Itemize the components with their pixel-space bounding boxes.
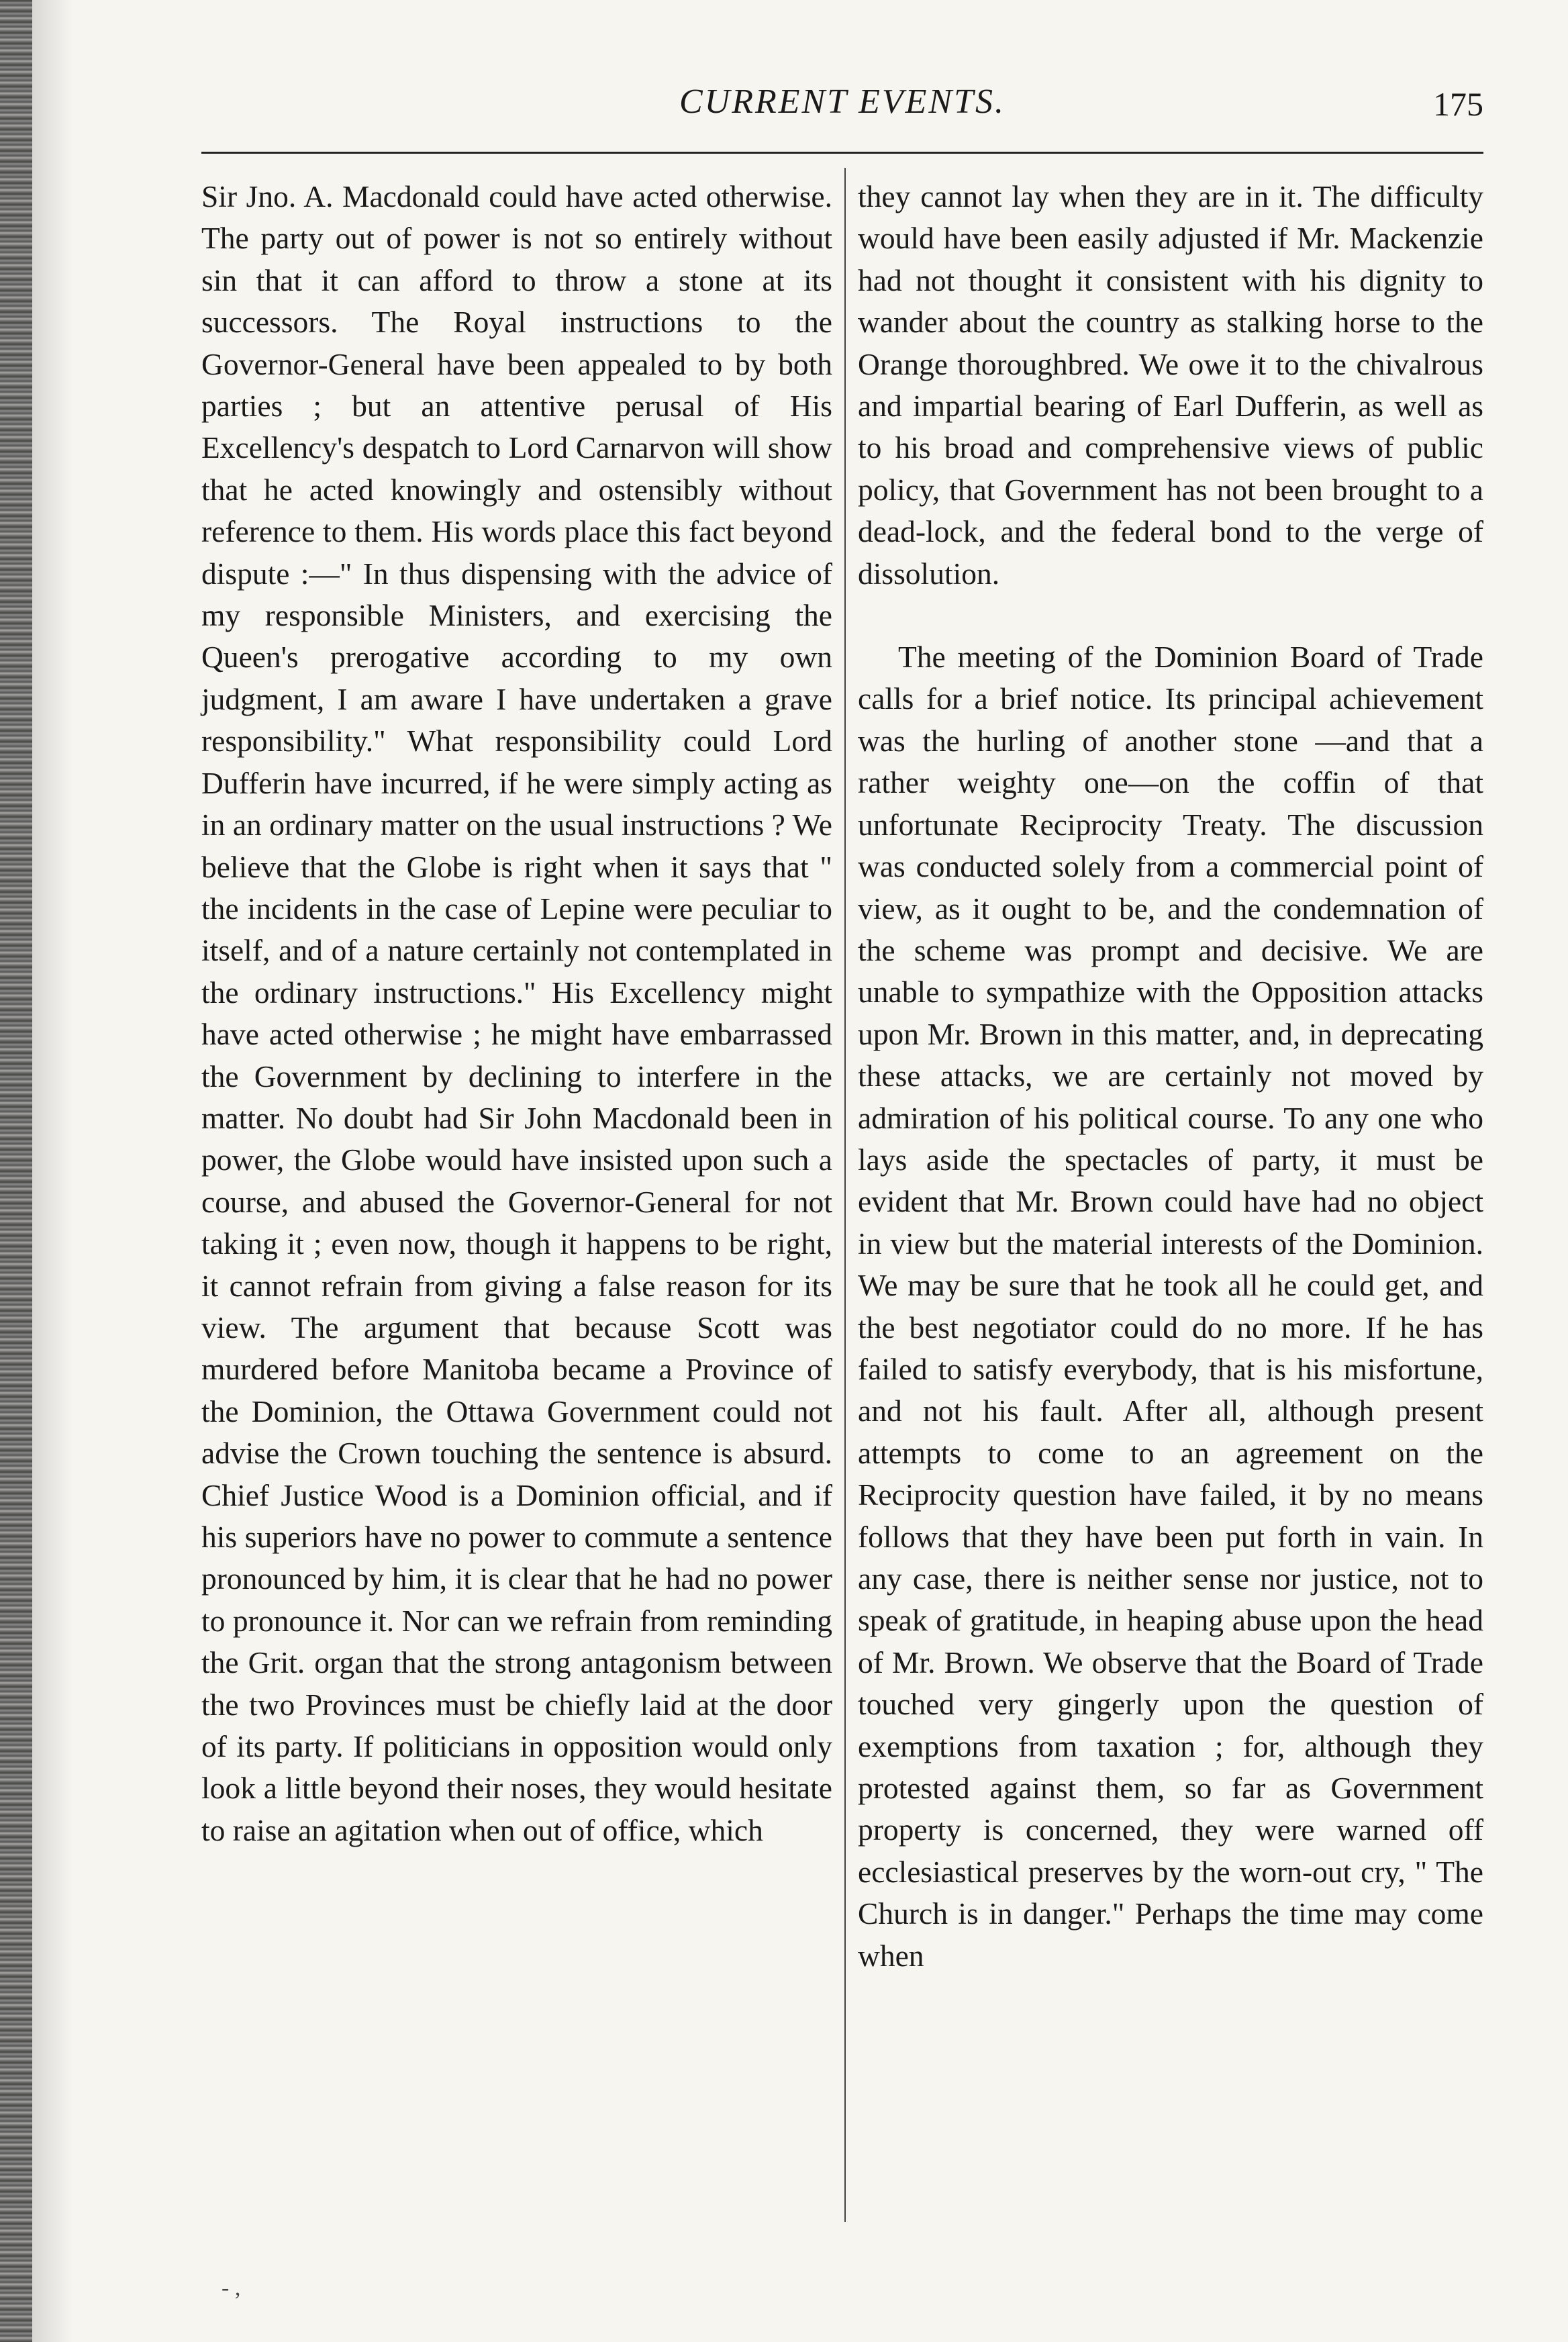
right-column	[858, 176, 1483, 1977]
page-number: 175	[1433, 85, 1483, 123]
footer-marks: - ,	[222, 2276, 241, 2300]
page-header	[201, 75, 1483, 142]
right-paragraph-2: The meeting of the Dominion Board of Trade calls for a brief notice. Its principal achievement was the hurling of another stone —and that a rather weighty one—on the coffin of that unfortunate Reciprocity Treaty. The discussion was conducted solely from a commercial point of view, as it ought to be, and the condemnation of the scheme was prompt and decisive. We are unable to sympathize with the Opposition attacks upon Mr. Brown in this matter, and, in deprecating these attacks, we are certainly not moved by admiration of his political course. To any one who lays aside the spectacles of party, it must be evident that Mr. Brown could have had no object in view but the material interests of the Dominion. We may be sure that he took all he could get, and the best negotiator could do no more. If he has failed to satisfy everybody, that is his misfortune, and not his fault. After all, although present attempts to come to an agreement on the Reciprocity question have failed, it by no means follows that they have been put forth in vain. In any case, there is neither sense nor justice, not to speak of gratitude, in heaping abuse upon the head of Mr. Brown. We observe that the Board of Trade touched very gingerly upon the question of exemptions from taxation ; for, although they protested against them, so far as Government property is concerned, they were warned off ecclesiastical preserves by the worn-out cry, " The Church is in danger." Perhaps the time may come when	[858, 640, 1483, 1973]
column-divider	[844, 168, 846, 2222]
right-paragraph-1: they cannot lay when they are in it. The difficulty would have been easily adjusted if Mr. Mackenzie had not thought it consistent with his dignity to wander about the country as stalking horse to the Orange thoroughbred. We owe it to the chivalrous and impartial bearing of Earl Dufferin, as well as to his broad and comprehensive views of public policy, that Government has not been brought to a dead-lock, and the federal bond to the verge of dissolution.	[858, 179, 1483, 591]
header-rule	[201, 152, 1483, 154]
running-title: CURRENT EVENTS.	[679, 83, 1006, 121]
left-column	[201, 176, 832, 1851]
binding-shadow	[32, 0, 72, 2342]
left-paragraph-1: Sir Jno. A. Macdonald could have acted otherwise. The party out of power is not so entirely without sin that it can afford to throw a stone at its successors. The Royal instructions to the Governor-General have been appealed to by both parties ; but an attentive perusal of His Excellency's despatch to Lord Carnarvon will show that he acted knowingly and ostensibly without reference to them. His words place this fact beyond dispute :—" In thus dispensing with the advice of my responsible Ministers, and exercising the Queen's prerogative according to my own judgment, I am aware I have undertaken a grave responsibility." What responsibility could Lord Dufferin have incurred, if he were simply acting as in an ordinary matter on the usual instructions ? We believe that the Globe is right when it says that " the incidents in the case of Lepine were peculiar to itself, and of a nature certainly not contemplated in the ordinary instructions." His Excellency might have acted otherwise ; he might have embarrassed the Government by declining to interfere in the matter. No doubt had Sir John Macdonald been in power, the Globe would have insisted upon such a course, and abused the Governor-General for not taking it ; even now, though it happens to be right, it cannot refrain from giving a false reason for its view. The argument that because Scott was murdered before Manitoba became a Province of the Dominion, the Ottawa Government could not advise the Crown touching the sentence is absurd. Chief Justice Wood is a Dominion official, and if his superiors have no power to commute a sentence pronounced by him, it is clear that he had no power to pronounce it. Nor can we refrain from reminding the Grit. organ that the strong antagonism between the two Provinces must be chiefly laid at the door of its party. If politicians in opposition would only look a little beyond their noses, they would hesitate to raise an agitation when out of office, which	[201, 179, 832, 1847]
binding-edge	[0, 0, 32, 2342]
